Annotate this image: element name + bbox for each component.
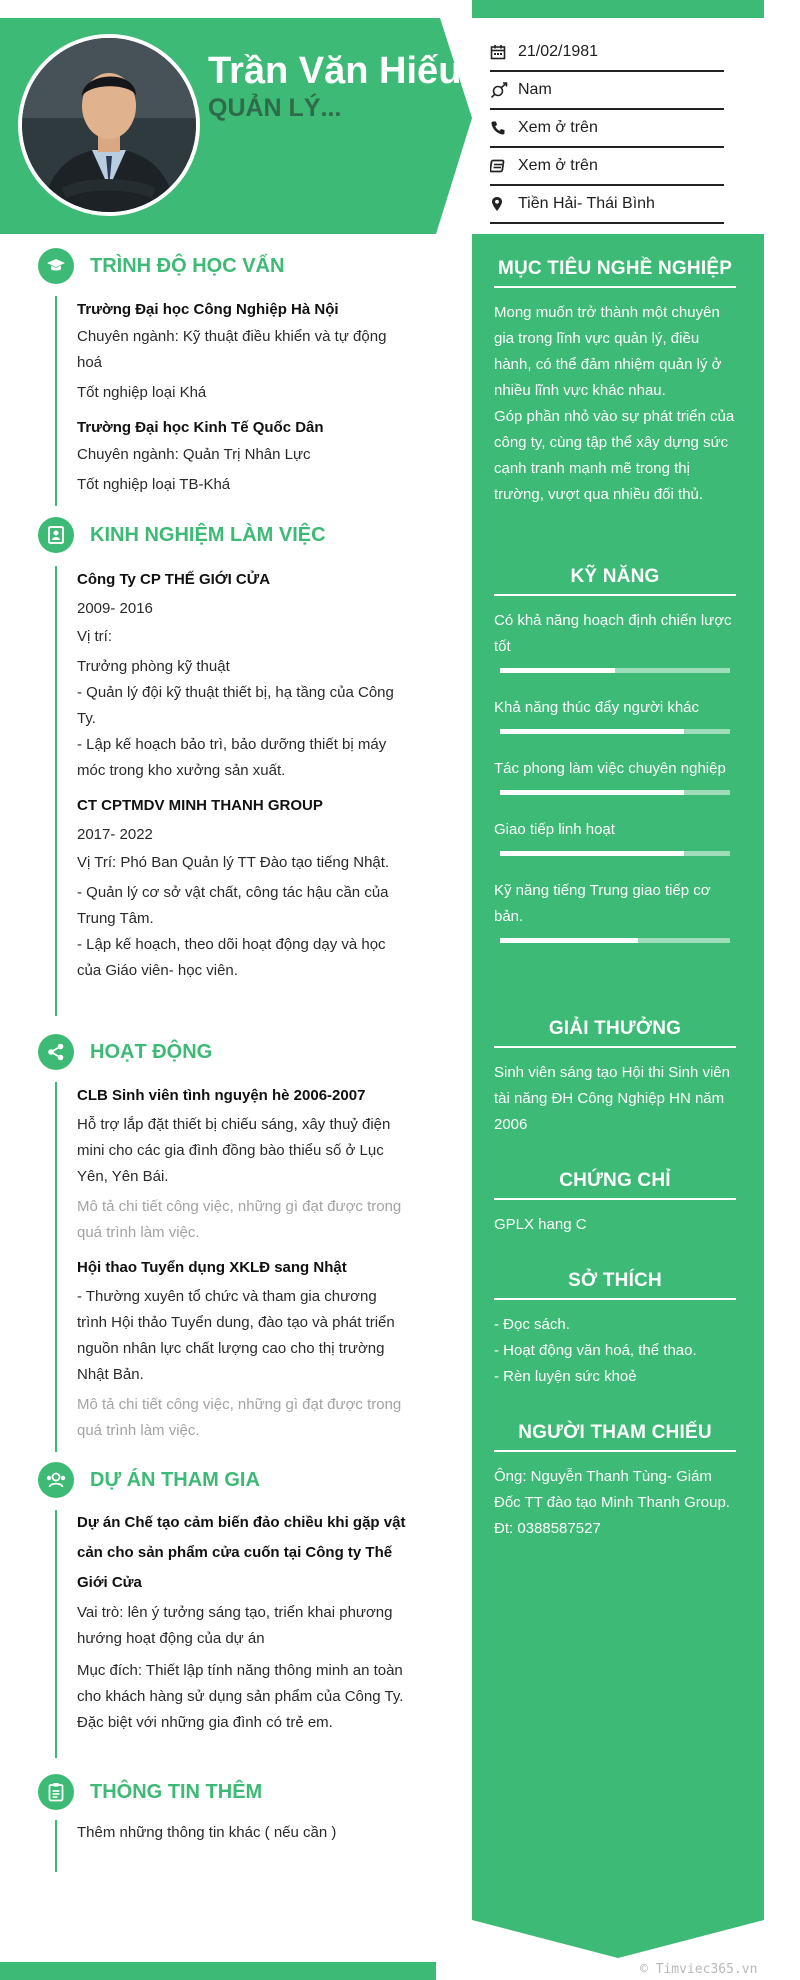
section-title: THÔNG TIN THÊM [90, 1780, 263, 1803]
timeline-line [55, 1510, 57, 1758]
job-duty: - Quản lý cơ sở vật chất, công tác hậu cần của Trung Tâm. [77, 884, 389, 927]
watermark: © Timviec365.vn [640, 1962, 758, 1977]
contact-value: Tiền Hải- Thái Bình [518, 195, 655, 212]
graduation-grade: Tốt nghiệp loại TB-Khá [77, 476, 231, 493]
major: Chuyên ngành: Kỹ thuật điều khiển và tự động hoá [77, 328, 387, 371]
activity-description: Hỗ trợ lắp đặt thiết bị chiếu sáng, xây thuỷ điện mini cho các gia đình đồng bào thiểu số ở Lục Yên, Yên Bái. [77, 1116, 391, 1185]
contact-email [490, 148, 724, 186]
hobbies-section [494, 1270, 736, 1390]
job-role: Trưởng phòng kỹ thuật [77, 658, 230, 675]
activities-list [77, 1082, 407, 1444]
contact-value: Xem ở trên [518, 157, 598, 174]
skill-bar [500, 729, 730, 734]
skills-section [494, 566, 736, 943]
timeline-line [55, 296, 57, 506]
contact-phone [490, 110, 724, 148]
school-name: Trường Đại học Công Nghiệp Hà Nội [77, 301, 339, 318]
contact-value: Nam [518, 81, 552, 98]
share-icon [38, 1034, 74, 1070]
graduation-cap-icon [38, 248, 74, 284]
skill-item [494, 608, 736, 673]
skill-label: Giao tiếp linh hoạt [494, 821, 615, 838]
calendar-icon [490, 42, 518, 62]
activity-description: - Thường xuyên tổ chức và tham gia chương trình Hội thảo Tuyển dung, đào tạo và phát triển nguồn nhân lực chất lượng cao cho thị trường Nhật Bản. [77, 1288, 395, 1383]
certificates-section [494, 1170, 736, 1238]
skill-bar-fill [500, 790, 684, 795]
extra-info-text: Thêm những thông tin khác ( nếu cần ) [77, 1824, 337, 1841]
certificate-text: GPLX hang C [494, 1216, 587, 1233]
school-name: Trường Đại học Kinh Tế Quốc Dân [77, 419, 324, 436]
activity-placeholder: Mô tả chi tiết công việc, những gì đạt được trong quá trình làm việc. [77, 1396, 402, 1439]
project-purpose: Mục đích: Thiết lập tính năng thông minh an toàn cho khách hàng sử dụng sản phẩm của Công Ty. Đặc biệt với những gia đình có trẻ em. [77, 1662, 404, 1731]
contact-list [490, 34, 724, 224]
activities-header [38, 1034, 212, 1070]
education-list [77, 296, 407, 498]
career-objective-section [494, 258, 736, 508]
skill-bar-fill [500, 938, 638, 943]
skill-bar [500, 668, 730, 673]
skill-bar-fill [500, 851, 684, 856]
hobby-item: - Rèn luyện sức khoẻ [494, 1368, 637, 1385]
contact-birthdate [490, 34, 724, 72]
section-title: NGƯỜI THAM CHIẾU [494, 1422, 736, 1452]
skill-bar-fill [500, 729, 684, 734]
timeline-line [55, 1082, 57, 1452]
graduation-grade: Tốt nghiệp loại Khá [77, 384, 207, 401]
skill-item [494, 878, 736, 943]
timeline-line [55, 566, 57, 1016]
extra-info-body [77, 1820, 407, 1846]
portrait-photo [22, 38, 196, 212]
projects-list [77, 1508, 407, 1736]
avatar [18, 34, 200, 216]
job-duty: - Lập kế hoạch bảo trì, bảo dưỡng thiết bị máy móc trong kho xưởng sản xuất. [77, 736, 387, 779]
skill-bar-fill [500, 668, 615, 673]
right-column [472, 0, 764, 1980]
job-position: Vị trí: [77, 628, 113, 645]
company-name: CT CPTMDV MINH THANH GROUP [77, 797, 323, 814]
skill-label: Khả năng thúc đẩy người khác [494, 699, 700, 716]
section-title: KỸ NĂNG [494, 566, 736, 596]
briefcase-icon [38, 517, 74, 553]
experience-header [38, 517, 326, 553]
section-title: KINH NGHIỆM LÀM VIỆC [90, 523, 326, 546]
job-period: 2017- 2022 [77, 826, 153, 843]
contact-gender [490, 72, 724, 110]
candidate-name: Trần Văn Hiếu [208, 50, 462, 92]
job-title: QUẢN LÝ... [208, 94, 342, 122]
location-pin-icon [490, 194, 518, 214]
objective-text: Mong muốn trở thành một chuyên gia trong lĩnh vực quản lý, điều hành, có thể đảm nhiệm quản lý ở nhiều lĩnh vực khác nhau. [494, 304, 722, 399]
activity-name: CLB Sinh viên tình nguyện hè 2006-2007 [77, 1087, 366, 1104]
skill-label: Kỹ năng tiếng Trung giao tiếp cơ bản. [494, 882, 711, 925]
email-icon [490, 156, 518, 176]
projects-header [38, 1462, 260, 1498]
objective-text: Góp phần nhỏ vào sự phát triển của công ty, cùng tập thể xây dựng sức cạnh tranh mạnh mẽ trong thị trường, vượt qua nhiều đối thủ. [494, 408, 735, 503]
section-title: SỞ THÍCH [494, 1270, 736, 1300]
section-title: GIẢI THƯỞNG [494, 1018, 736, 1048]
skill-label: Tác phong làm việc chuyên nghiệp [494, 760, 726, 777]
skill-label: Có khả năng hoạch định chiến lược tốt [494, 612, 732, 655]
phone-icon [490, 118, 518, 138]
skill-bar [500, 851, 730, 856]
project-role: Vai trò: lên ý tưởng sáng tạo, triển khai phương hướng hoạt động của dự án [77, 1604, 393, 1647]
timeline-line [55, 1820, 57, 1872]
references-section [494, 1422, 736, 1542]
skill-item [494, 817, 736, 856]
section-title: HOẠT ĐỘNG [90, 1040, 213, 1063]
job-duty: - Lập kế hoạch, theo dõi hoạt động dạy và học của Giáo viên- học viên. [77, 936, 386, 979]
awards-text: Sinh viên sáng tạo Hội thi Sinh viên tài năng ĐH Công Nghiệp HN năm 2006 [494, 1064, 730, 1133]
hobby-item: - Hoạt động văn hoá, thể thao. [494, 1342, 697, 1359]
hobby-item: - Đọc sách. [494, 1316, 570, 1333]
section-title: MỤC TIÊU NGHỀ NGHIỆP [494, 258, 736, 288]
skill-bar [500, 938, 730, 943]
skill-item [494, 756, 736, 795]
section-title: TRÌNH ĐỘ HỌC VẤN [90, 254, 285, 277]
section-title: CHỨNG CHỈ [494, 1170, 736, 1200]
major: Chuyên ngành: Quản Trị Nhân Lực [77, 446, 311, 463]
gender-icon [490, 80, 518, 100]
company-name: Công Ty CP THẾ GIỚI CỬA [77, 571, 271, 588]
job-position: Vị Trí: Phó Ban Quản lý TT Đào tạo tiếng Nhật. [77, 854, 390, 871]
skill-item [494, 695, 736, 734]
clipboard-icon [38, 1774, 74, 1810]
skill-bar [500, 790, 730, 795]
job-duty: - Quản lý đội kỹ thuật thiết bị, hạ tầng của Công Ty. [77, 684, 394, 727]
job-period: 2009- 2016 [77, 600, 153, 617]
experience-list [77, 566, 407, 984]
awards-section [494, 1018, 736, 1138]
section-title: DỰ ÁN THAM GIA [90, 1468, 260, 1491]
extra-info-header [38, 1774, 262, 1810]
bottom-accent-bar [0, 1962, 436, 1980]
contact-value: 21/02/1981 [518, 43, 599, 60]
contact-address [490, 186, 724, 224]
activity-name: Hội thao Tuyển dụng XKLĐ sang Nhật [77, 1259, 347, 1276]
contact-value: Xem ở trên [518, 119, 598, 136]
reference-text: Ông: Nguyễn Thanh Tùng- Giám Đốc TT đào tạo Minh Thanh Group. Đt: 0388587527 [494, 1468, 730, 1537]
education-header [38, 248, 284, 284]
project-name: Dự án Chế tạo cảm biến đảo chiều khi gặp vật cản cho sản phẩm cửa cuốn tại Công ty Thế Giới Cửa [77, 1514, 406, 1591]
users-icon [38, 1462, 74, 1498]
activity-placeholder: Mô tả chi tiết công việc, những gì đạt được trong quá trình làm việc. [77, 1198, 402, 1241]
